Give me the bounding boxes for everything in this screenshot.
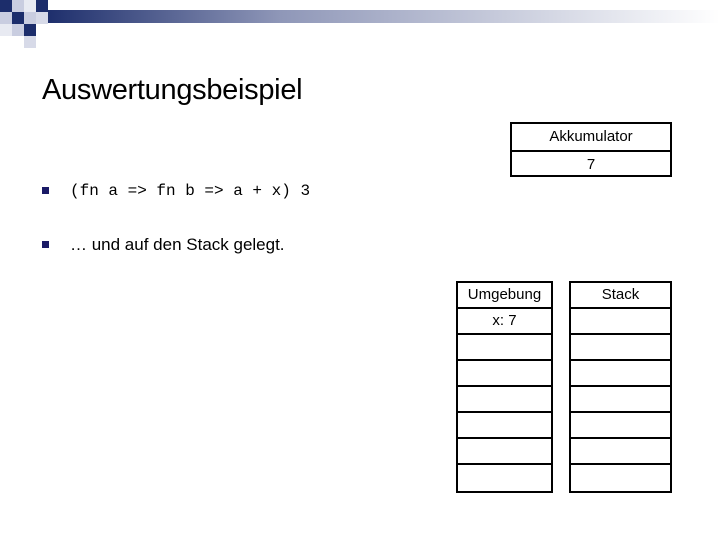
environment-cell [458,387,551,413]
environment-column [456,281,553,493]
stack-cell [571,387,670,413]
accumulator-box [510,122,672,177]
environment-cell [458,413,551,439]
stack-cell [571,335,670,361]
bullet-marker [42,187,49,194]
bullet-marker [42,241,49,248]
environment-label: Umgebung [458,283,551,309]
stack-cell [571,309,670,335]
stack-cell [571,361,670,387]
environment-cell [458,361,551,387]
stack-label: Stack [571,283,670,309]
accumulator-label: Akkumulator [512,124,670,152]
stack-column [569,281,672,493]
environment-cell [458,335,551,361]
stack-cell [571,439,670,465]
environment-cell [458,439,551,465]
stack-cell [571,465,670,491]
environment-cell: x: 7 [458,309,551,335]
slide-title: Auswertungsbeispiel [42,74,303,106]
environment-cell [458,465,551,491]
accumulator-value: 7 [586,156,596,173]
bullet-text: … und auf den Stack gelegt. [70,235,285,254]
stack-cell [571,413,670,439]
header-decoration [0,0,720,50]
bullet-code: (fn a => fn b => a + x) 3 [70,182,311,200]
